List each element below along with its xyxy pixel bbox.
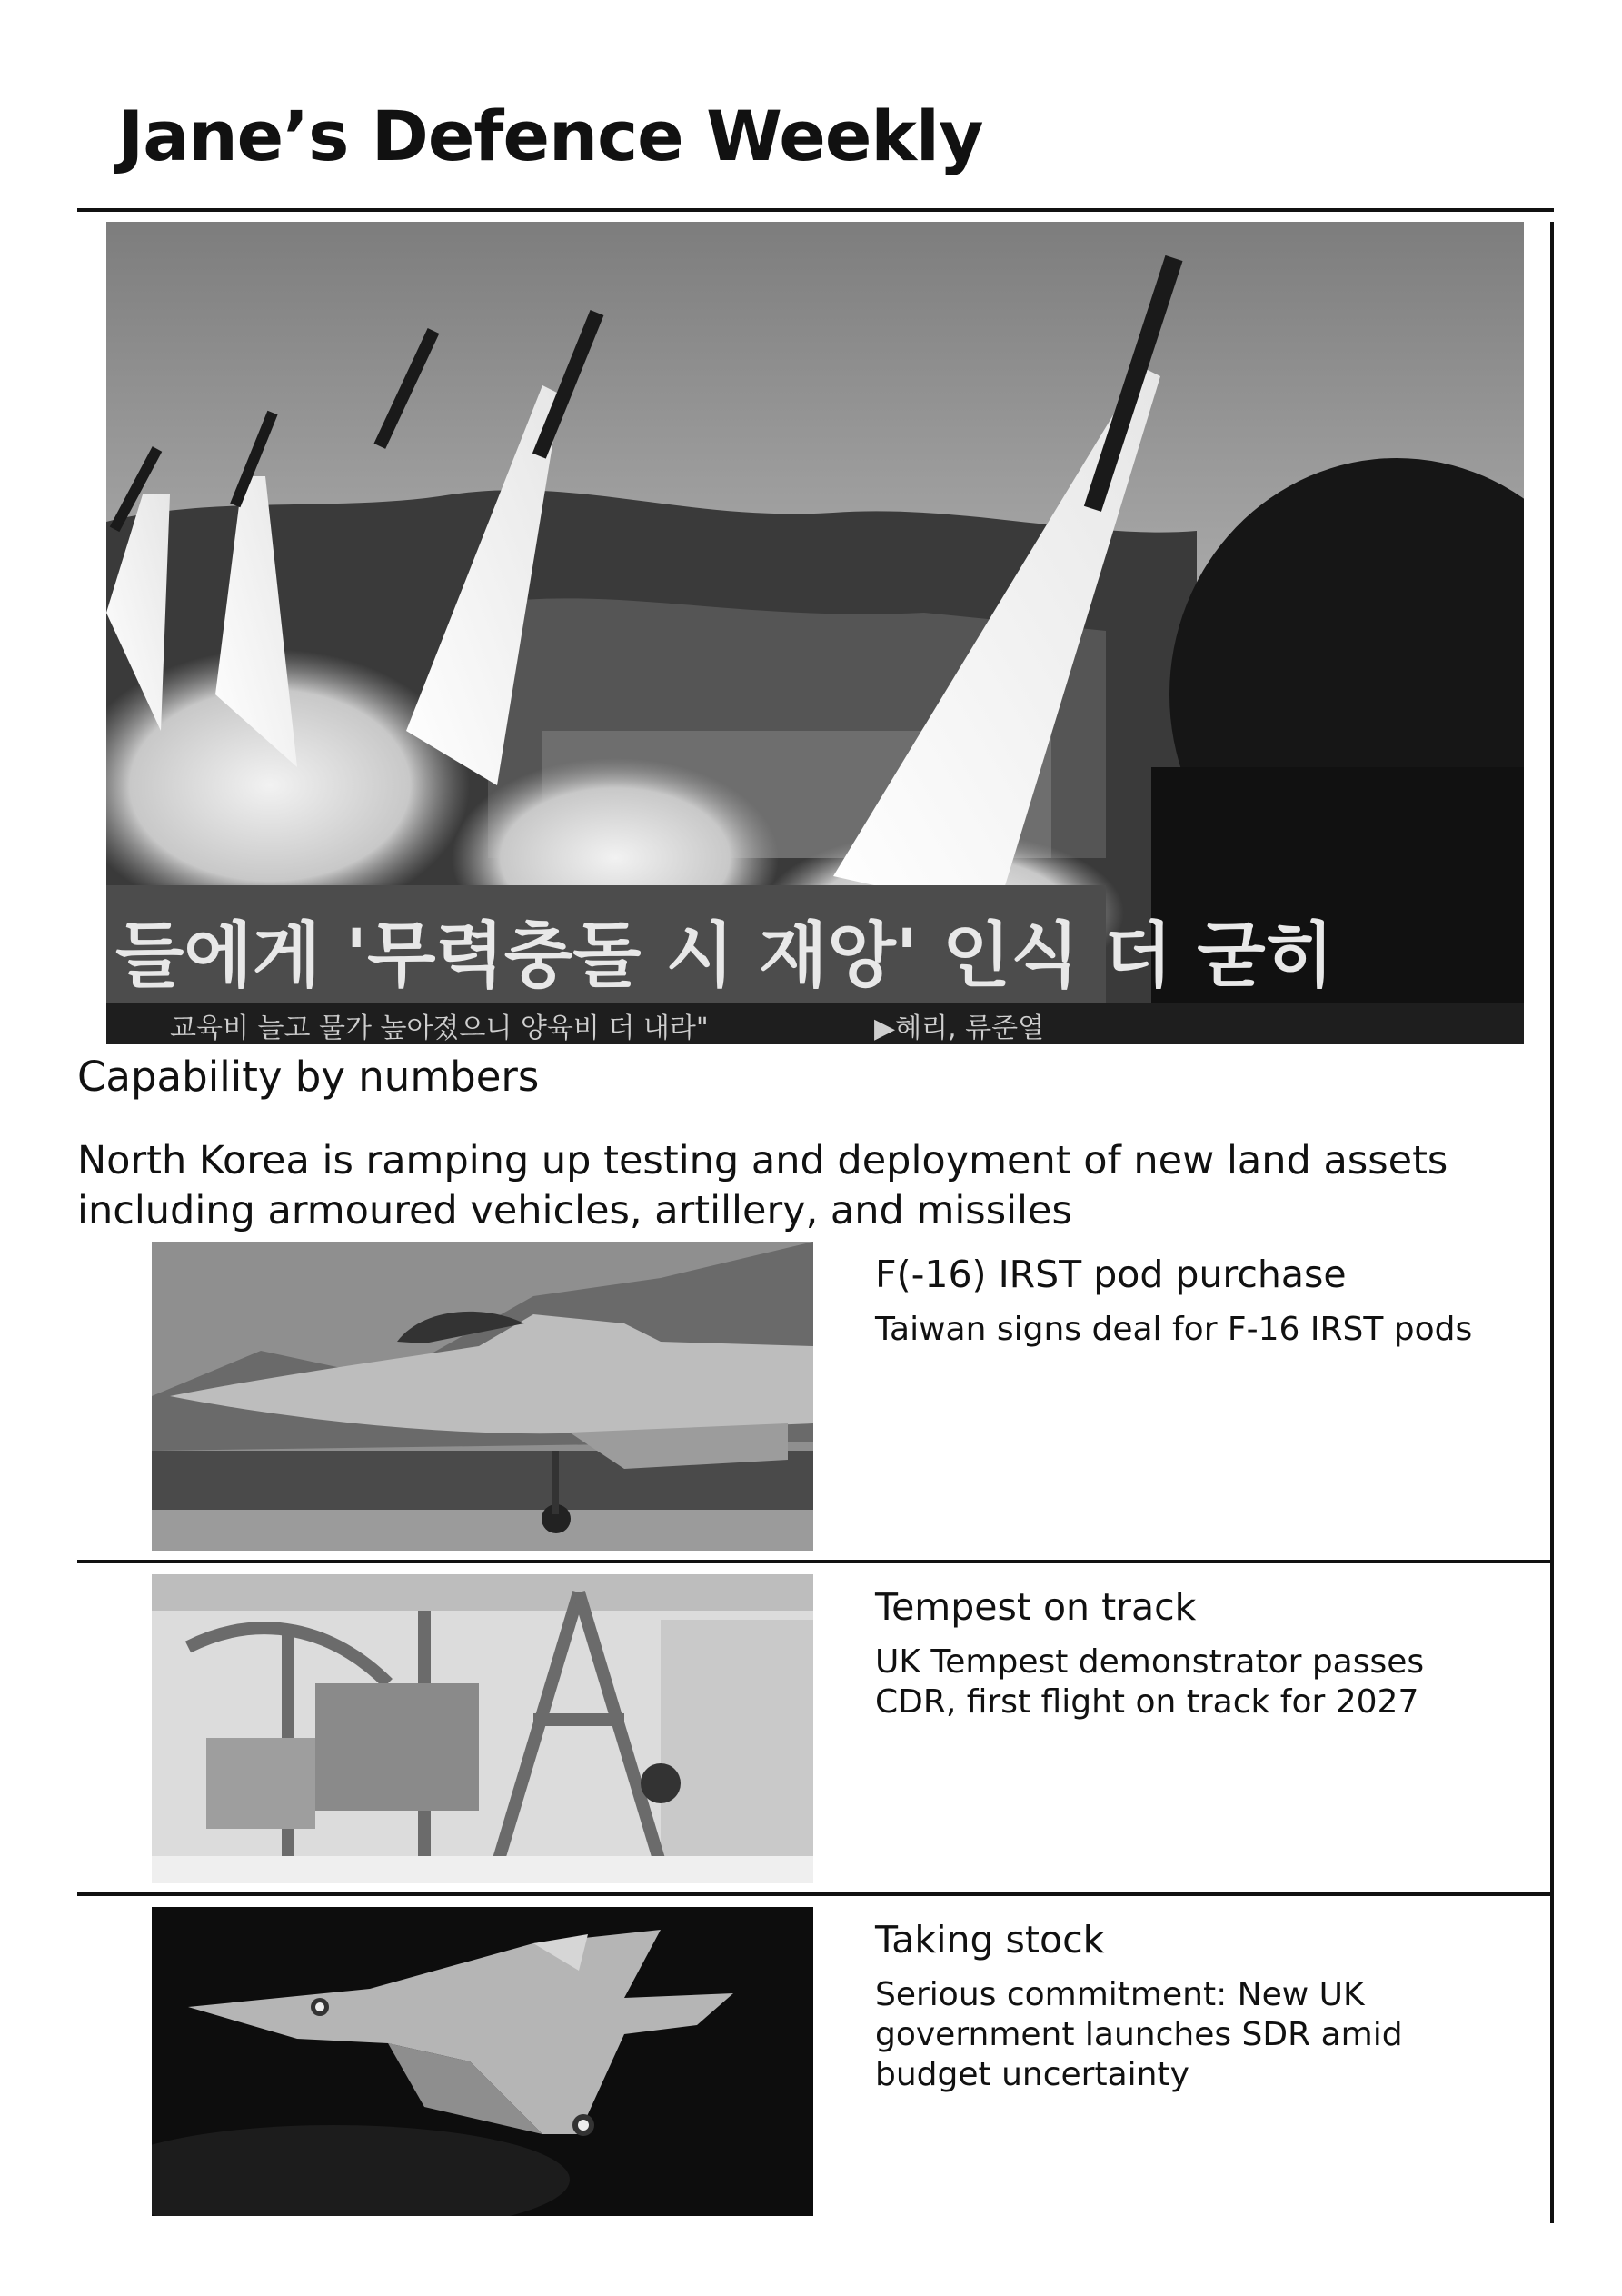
story-summary: UK Tempest demonstrator passes CDR, first flight on track for 2027 [875,1643,1425,1721]
tempest-model-image[interactable] [152,1907,813,2216]
story-summary: Taiwan signs deal for F-16 IRST pods [875,1311,1473,1348]
story-divider [77,1892,1554,1896]
f16-jet-image[interactable] [152,1242,813,1551]
story-item[interactable] [77,1907,1554,2216]
tempest-assembly-image[interactable] [152,1574,813,1883]
story-title[interactable]: Taking stock [875,1918,1105,1962]
tempest-assembly-photo [152,1574,813,1883]
tempest-model-photo [152,1907,813,2216]
publication-title: Jane’s Defence Weekly [118,95,983,176]
header-rule [77,208,1554,212]
hero-caption-subline: 교육비 늘고 물가 높아졌으니 양육비 더 내라" [170,1013,709,1044]
f16-photo [152,1242,813,1551]
story-divider [77,1560,1554,1563]
lead-title[interactable]: Capability by numbers [77,1053,540,1101]
story-item[interactable] [77,1242,1554,1555]
story-summary: Serious commitment: New UK government launches SDR amid budget uncertainty [875,1976,1403,2093]
hero-caption-headline: 들에게 '무력충돌 시 재앙' 인식 더 굳히 [115,915,1334,997]
story-title[interactable]: F(-16) IRST pod purchase [875,1253,1347,1296]
story-title[interactable]: Tempest on track [875,1585,1197,1629]
hero-image[interactable] [106,222,1524,1044]
lead-summary: North Korea is ramping up testing and deployment of new land assets including armoured vehicles, artillery, and missiles [77,1138,1448,1233]
story-item[interactable] [77,1574,1554,1883]
hero-caption-tag: ▶혜리, 류준열 [874,1013,1045,1044]
